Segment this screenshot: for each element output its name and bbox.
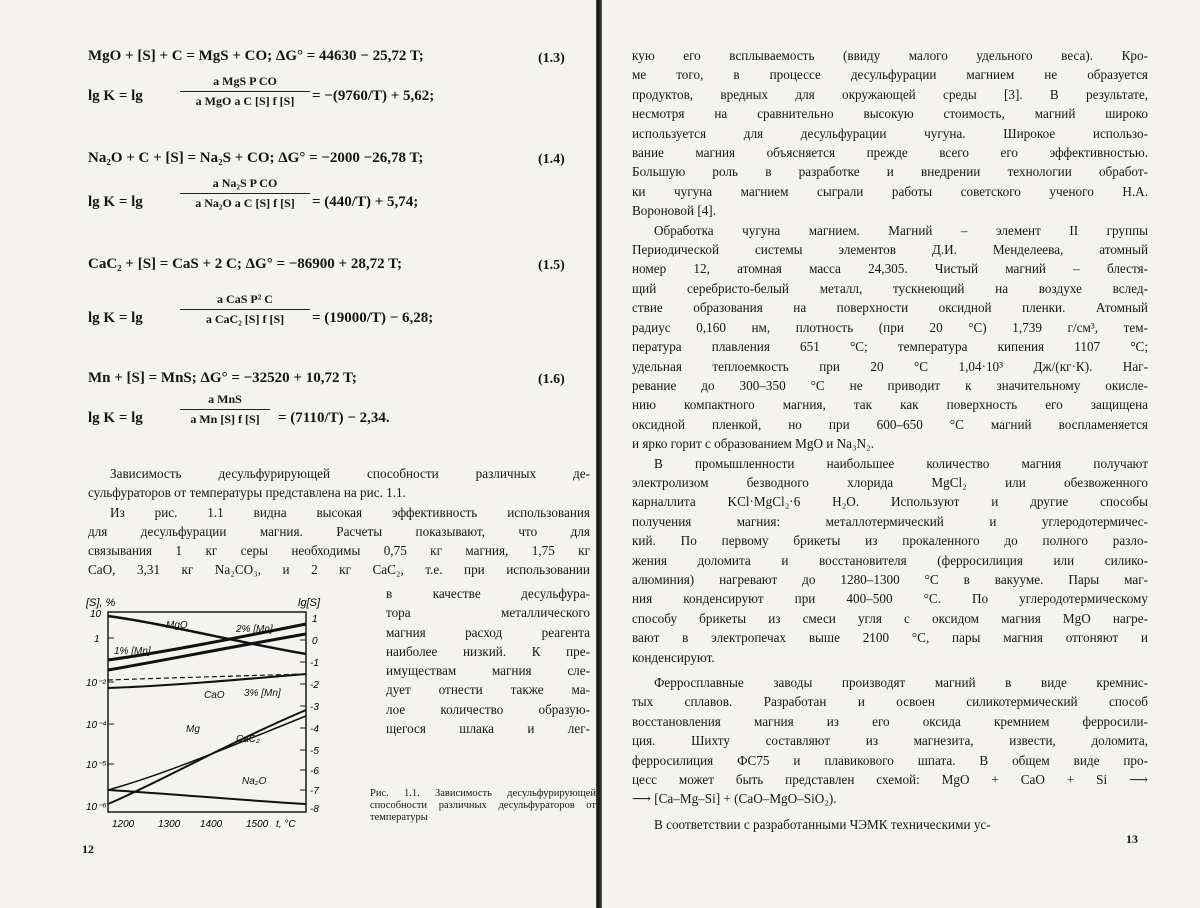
text-line: кий. По первому брикеты из прокаленного до полного разло- — [632, 533, 1148, 549]
equation-number: (1.3) — [538, 51, 565, 66]
text-line: используется для десульфурации чугуна. Широкое использо- — [632, 125, 1148, 141]
left-side-text — [386, 584, 590, 738]
curve-label: 1% [Mn] — [114, 646, 151, 657]
lgk-lhs: lg K = lg — [88, 410, 143, 426]
figure-caption: Рис. 1.1. Зависимость десульфурирующей способности различных десульфураторов от температуры — [370, 788, 596, 823]
text-line: тора металлического — [386, 605, 590, 621]
lgk-numerator: a MgS P CO — [213, 74, 277, 88]
text-line: вают в электропечах выше 2100 °C, пары магния отгоняют и — [632, 630, 1148, 646]
lgk-denominator: a CaC₂ [S] f [S] — [205, 312, 285, 326]
tick-label: 10⁻⁵ — [86, 760, 107, 771]
tick-label: -2 — [310, 680, 319, 691]
curve-label: Na₂O — [242, 776, 267, 787]
left-paragraph — [88, 464, 590, 580]
text-line: электролизом безводного хлорида MgCl₂ или обезвоженного — [632, 474, 1148, 490]
curve-label: 2% [Mn] — [236, 624, 273, 635]
equation-text: CaC₂ + [S] = CaS + 2 C; ΔG° = −86900 + 28,72 T; — [88, 256, 402, 272]
text-line: продуктов, вредных для окружающей среды [3]. В результате, — [632, 86, 1148, 102]
text-line: ме того, в процессе десульфурации магнием не образуется — [632, 67, 1148, 83]
text-line: конденсируют. — [632, 649, 715, 665]
lgk-fraction — [180, 176, 310, 211]
text-line: получения магния: металлотермический и углеродотермичес- — [632, 513, 1148, 529]
text-line: щегося шлака и лег- — [386, 721, 590, 737]
text-line: восстановления магния из его оксида кремнием ферросили- — [632, 713, 1148, 729]
tick-label: 1200 — [112, 819, 135, 830]
tick-label: 1 — [94, 634, 100, 645]
text-line: нию компактного магния, так как поверхность его защищена — [632, 397, 1148, 413]
text-line: карналлита KCl·MgCl₂·6 H₂O. Используют и другие способы — [632, 494, 1148, 510]
tick-label: 10⁻² — [86, 678, 106, 689]
lgk-rhs: = −(9760/T) + 5,62; — [312, 88, 435, 104]
tick-label: 1 — [312, 614, 318, 625]
equation-number: (1.5) — [538, 258, 565, 273]
text-line: пература плавления 651 °C; температура кипения 1107 °C; — [632, 339, 1148, 355]
tick-label: -1 — [310, 658, 319, 669]
curve-label: 3% [Mn] — [244, 688, 281, 699]
curve-cac2 — [108, 716, 306, 790]
curves — [108, 616, 306, 804]
text-line: оксидной пленкой, но при 600–650 °C магний воспламеняется — [632, 416, 1148, 432]
tick-label: 1500 — [246, 819, 269, 830]
y-right-ticks — [310, 614, 319, 815]
lgk-fraction — [180, 74, 310, 109]
lgk-1-5 — [88, 310, 143, 327]
equation-number: (1.4) — [538, 152, 565, 167]
text-line: для десульфурации магния. Расчеты показывают, что для — [88, 523, 590, 539]
tick-label: 1400 — [200, 819, 223, 830]
lgk-lhs: lg K = lg — [88, 194, 143, 210]
text-line: жения доломита и восстановителя (ферросилиция или силико- — [632, 552, 1148, 568]
lgk-1-3 — [88, 88, 143, 105]
y-left-ticks — [86, 609, 107, 813]
tick-label: -5 — [310, 746, 319, 757]
text-line: ревание до 300–350 °C не приводит к значительному окисле- — [632, 377, 1148, 393]
text-line: несмотря на сравнительно высокую стоимость, магний широко — [632, 106, 1148, 122]
equation-1-6 — [88, 370, 357, 387]
equation-1-4 — [88, 150, 423, 167]
text-line: наиболее низкий. К пре- — [386, 643, 590, 659]
lgk-lhs: lg K = lg — [88, 88, 143, 104]
text-line: в качестве десульфура- — [386, 586, 590, 601]
text-line: Периодической системы элементов Д.И. Менделеева, атомный — [632, 242, 1148, 258]
text-line: алюминия) нагревают до 1280–1300 °C в вакууме. Пары маг- — [632, 571, 1148, 587]
text-line: тых сплавов. Разработан и освоен силикотермический способ — [632, 694, 1148, 710]
equation-number: (1.6) — [538, 372, 565, 387]
text-line: Обработка чугуна магнием. Магний – элемент II группы — [654, 222, 1148, 238]
x-axis-label: t, °C — [276, 819, 296, 830]
lgk-lhs: lg K = lg — [88, 310, 143, 326]
curve-na2o — [108, 790, 306, 804]
x-ticks — [112, 819, 296, 830]
lgk-rhs: = (440/T) + 5,74; — [312, 194, 419, 210]
tick-label: -6 — [310, 766, 319, 777]
text-line: дует отнести также ма- — [386, 682, 590, 698]
equation-text: Na₂O + C + [S] = Na₂S + CO; ΔG° = −2000 −26,78 T; — [88, 150, 424, 166]
text-line: номер 12, атомная масса 24,305. Чистый магний – блестя- — [632, 261, 1148, 277]
tick-label: -4 — [310, 724, 319, 735]
lgk-denominator: a Mn [S] f [S] — [190, 412, 260, 426]
text-line: цесс может быть представлен схемой: MgO + CaO + Si ⟶ — [632, 772, 1148, 788]
left-page — [0, 0, 598, 908]
text-line: удельная теплоемкость при 20 °C 1,04·10³ Дж/(кг·К). Наг- — [632, 358, 1148, 374]
page-number-left: 12 — [82, 842, 94, 856]
tick-label: 10⁻⁶ — [86, 802, 107, 813]
text-line: CaO, 3,31 кг Na₂CO₃, и 2 кг CaC₂, т.е. при использовании — [88, 562, 590, 578]
text-line: ⟶ [Ca–Mg–Si] + (CaO–MgO–SiO₂). — [632, 791, 837, 807]
text-line: имуществам магния сле- — [386, 663, 590, 679]
lgk-fraction — [180, 392, 270, 427]
lgk-denominator: a Na₂O a C [S] f [S] — [195, 196, 295, 210]
text-line: лое количество образую- — [386, 701, 590, 717]
right-text-column — [632, 46, 1148, 834]
tick-label: -8 — [310, 804, 319, 815]
y-left-label: [S], % — [86, 597, 116, 609]
curve-label: CaC₂ — [236, 734, 260, 745]
text-line: ция. Шихту составляют из магнезита, извести, доломита, — [632, 733, 1148, 749]
lgk-1-6 — [88, 410, 143, 427]
text-line: кую его всплываемость (ввиду малого удельного веса). Кро- — [632, 48, 1148, 63]
equation-text: Mn + [S] = MnS; ΔG° = −32520 + 10,72 T; — [88, 370, 357, 386]
lgk-rhs: = (19000/T) − 6,28; — [312, 310, 434, 326]
equation-1-5 — [88, 256, 402, 273]
text-line: и ярко горит с образованием MgO и Na₃N₂. — [632, 436, 875, 452]
lgk-fraction — [180, 292, 310, 327]
page-number-right: 13 — [1126, 832, 1138, 846]
lgk-rhs: = (7110/T) − 2,34. — [278, 410, 390, 426]
y-right-label: lg[S] — [298, 597, 321, 609]
curve-label: Mg — [186, 724, 200, 735]
text-line: вание магния объясняется прежде всего его эффективностью. — [632, 145, 1148, 161]
curve-mg — [108, 710, 306, 804]
tick-label: 0 — [312, 636, 318, 647]
tick-label: 1300 — [158, 819, 181, 830]
text-line: В промышленности наибольшее количество магния получают — [654, 455, 1148, 471]
text-line: Вороновой [4]. — [632, 203, 716, 219]
text-line: Зависимость десульфурирующей способности различных де- — [110, 466, 590, 481]
lgk-numerator: a Na₂S P CO — [212, 176, 278, 190]
right-page — [606, 0, 1200, 908]
text-line: Из рис. 1.1 видна высокая эффективность использования — [110, 504, 590, 520]
text-line: ки чугуна магнием сыграли работы советского ученого Н.А. — [632, 183, 1148, 199]
figure-1-1 — [86, 594, 336, 834]
lgk-1-4 — [88, 194, 143, 211]
text-line: способу брикеты из смеси угля с оксидом магния MgO нагре- — [632, 610, 1148, 626]
equation-text: MgO + [S] + C = MgS + CO; ΔG° = 44630 − 25,72 T; — [88, 48, 424, 64]
text-line: Большую роль в разработке и внедрении технологии обработ- — [632, 164, 1148, 180]
curve-label: CaO — [204, 690, 225, 701]
tick-label: -3 — [310, 702, 319, 713]
text-line: Ферросплавные заводы производят магний в виде кремнис- — [654, 675, 1148, 690]
text-line: сульфураторов от температуры представлена на рис. 1.1. — [88, 485, 406, 501]
curve-label: MgO — [166, 620, 188, 631]
text-line: связывания 1 кг серы необходимы 0,75 кг магния, 1,75 кг — [88, 543, 590, 559]
text-line: ствие образования на поверхности оксидной пленки. Атомный — [632, 300, 1148, 316]
text-line: радиус 0,160 нм, плотность (при 20 °C) 1,739 г/см³, тем- — [632, 319, 1148, 335]
lgk-numerator: a CaS P² C — [217, 292, 273, 306]
equation-1-3 — [88, 48, 424, 65]
text-line: В соответствии с разработанными ЧЭМК техническими ус- — [654, 816, 991, 832]
lgk-numerator: a MnS — [208, 392, 242, 406]
tick-label: 10⁻⁴ — [86, 720, 107, 731]
text-line: ферросилиция ФС75 и плавикового шпата. В общем виде про- — [632, 752, 1148, 768]
tick-marks — [108, 638, 306, 790]
text-line: ния конденсируют при 400–500 °C. По углеродотермическому — [632, 591, 1148, 607]
tick-label: -7 — [310, 786, 319, 797]
tick-label: 10 — [90, 609, 102, 620]
text-line: магния расход реагента — [386, 624, 590, 640]
text-line: щий серебристо-белый металл, тускнеющий на воздухе вслед- — [632, 280, 1148, 296]
lgk-denominator: a MgO a C [S] f [S] — [195, 94, 295, 108]
curve-mn-3 — [108, 674, 306, 688]
